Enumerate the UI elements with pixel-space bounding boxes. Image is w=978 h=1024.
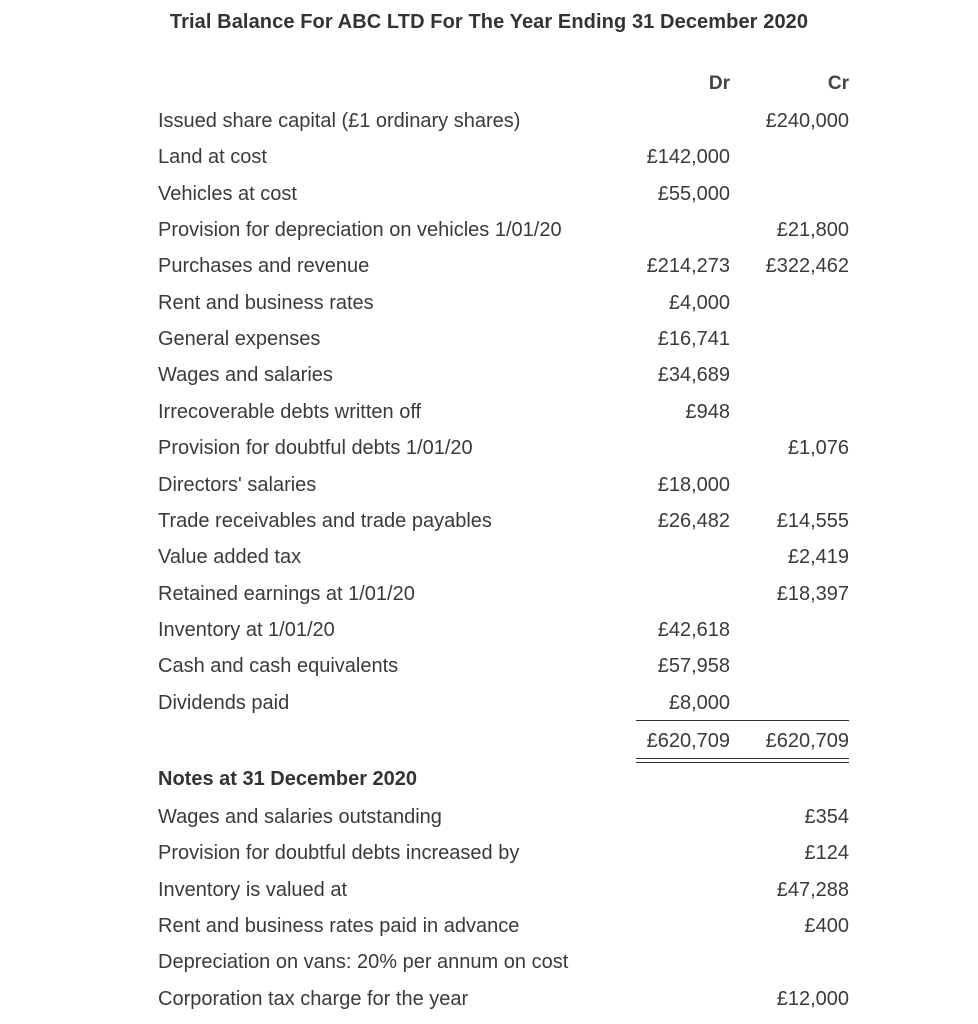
row-cr-value: £18,397 [776, 582, 849, 605]
table-row [0, 579, 978, 609]
row-dr-value: £34,689 [657, 364, 730, 387]
row-dr-value: £57,958 [657, 655, 730, 678]
table-row [0, 651, 978, 681]
column-header-dr: Dr [708, 73, 730, 94]
note-row [0, 838, 978, 868]
note-value: £12,000 [776, 987, 849, 1010]
table-row [0, 615, 978, 645]
column-header-cr: Cr [827, 73, 849, 94]
row-cr-value: £240,000 [765, 110, 849, 132]
row-label: Directors' salaries [158, 473, 317, 496]
row-label: Dividends paid [158, 691, 290, 714]
page-title: Trial Balance For ABC LTD For The Year Ending 31 December 2020 [169, 11, 809, 33]
row-cr-value: £2,419 [787, 546, 849, 569]
table-row [0, 288, 978, 318]
note-value: £124 [804, 842, 849, 865]
row-cr-value: £14,555 [776, 509, 849, 532]
note-label: Wages and salaries outstanding [158, 806, 442, 828]
row-dr-value: £948 [685, 400, 730, 423]
note-value: £47,288 [776, 878, 849, 901]
row-label: General expenses [158, 328, 321, 351]
totals-row [0, 726, 978, 756]
row-cr-value: £21,800 [776, 219, 849, 242]
note-value: £354 [804, 806, 849, 828]
table-row [0, 506, 978, 536]
row-label: Issued share capital (£1 ordinary shares) [158, 110, 521, 132]
row-dr-value: £214,273 [646, 255, 730, 278]
total-cr: £620,709 [765, 730, 849, 752]
row-label: Value added tax [158, 546, 302, 569]
subtotal-rule [636, 720, 849, 721]
row-dr-value: £42,618 [657, 618, 730, 641]
table-row [0, 324, 978, 354]
row-dr-value: £8,000 [668, 691, 730, 714]
row-label: Irrecoverable debts written off [158, 400, 422, 423]
note-row [0, 911, 978, 941]
row-label: Trade receivables and trade payables [158, 509, 492, 532]
table-row [0, 688, 978, 718]
note-label: Depreciation on vans: 20% per annum on cost [158, 951, 569, 974]
note-row [0, 947, 978, 977]
row-label: Provision for depreciation on vehicles 1/01/20 [158, 219, 562, 242]
table-row [0, 142, 978, 172]
total-dr: £620,709 [646, 730, 730, 752]
note-row [0, 802, 978, 832]
row-dr-value: £18,000 [657, 473, 730, 496]
row-label: Vehicles at cost [158, 182, 297, 205]
table-row [0, 433, 978, 463]
row-dr-value: £55,000 [657, 182, 730, 205]
note-value: £400 [804, 915, 849, 938]
table-row [0, 179, 978, 209]
note-label: Inventory is valued at [158, 878, 347, 901]
table-row [0, 542, 978, 572]
table-row [0, 215, 978, 245]
row-dr-value: £26,482 [657, 509, 730, 532]
note-row [0, 875, 978, 905]
table-row [0, 251, 978, 281]
row-label: Cash and cash equivalents [158, 655, 399, 678]
table-row [0, 470, 978, 500]
row-label: Inventory at 1/01/20 [158, 618, 335, 641]
row-label: Retained earnings at 1/01/20 [158, 582, 415, 605]
row-dr-value: £4,000 [668, 291, 730, 314]
total-double-rule [636, 758, 849, 763]
row-label: Provision for doubtful debts 1/01/20 [158, 437, 473, 460]
row-label: Purchases and revenue [158, 255, 370, 278]
note-label: Rent and business rates paid in advance [158, 915, 520, 938]
row-label: Rent and business rates [158, 291, 374, 314]
notes-heading: Notes at 31 December 2020 [158, 768, 418, 790]
row-cr-value: £322,462 [765, 255, 849, 278]
note-label: Corporation tax charge for the year [158, 987, 469, 1010]
table-row [0, 397, 978, 427]
table-row [0, 106, 978, 136]
note-row [0, 984, 978, 1014]
note-label: Provision for doubtful debts increased by [158, 842, 520, 865]
row-dr-value: £16,741 [657, 328, 730, 351]
row-label: Land at cost [158, 146, 267, 169]
table-row [0, 360, 978, 390]
row-cr-value: £1,076 [787, 437, 849, 460]
row-label: Wages and salaries [158, 364, 333, 387]
row-dr-value: £142,000 [646, 146, 730, 169]
